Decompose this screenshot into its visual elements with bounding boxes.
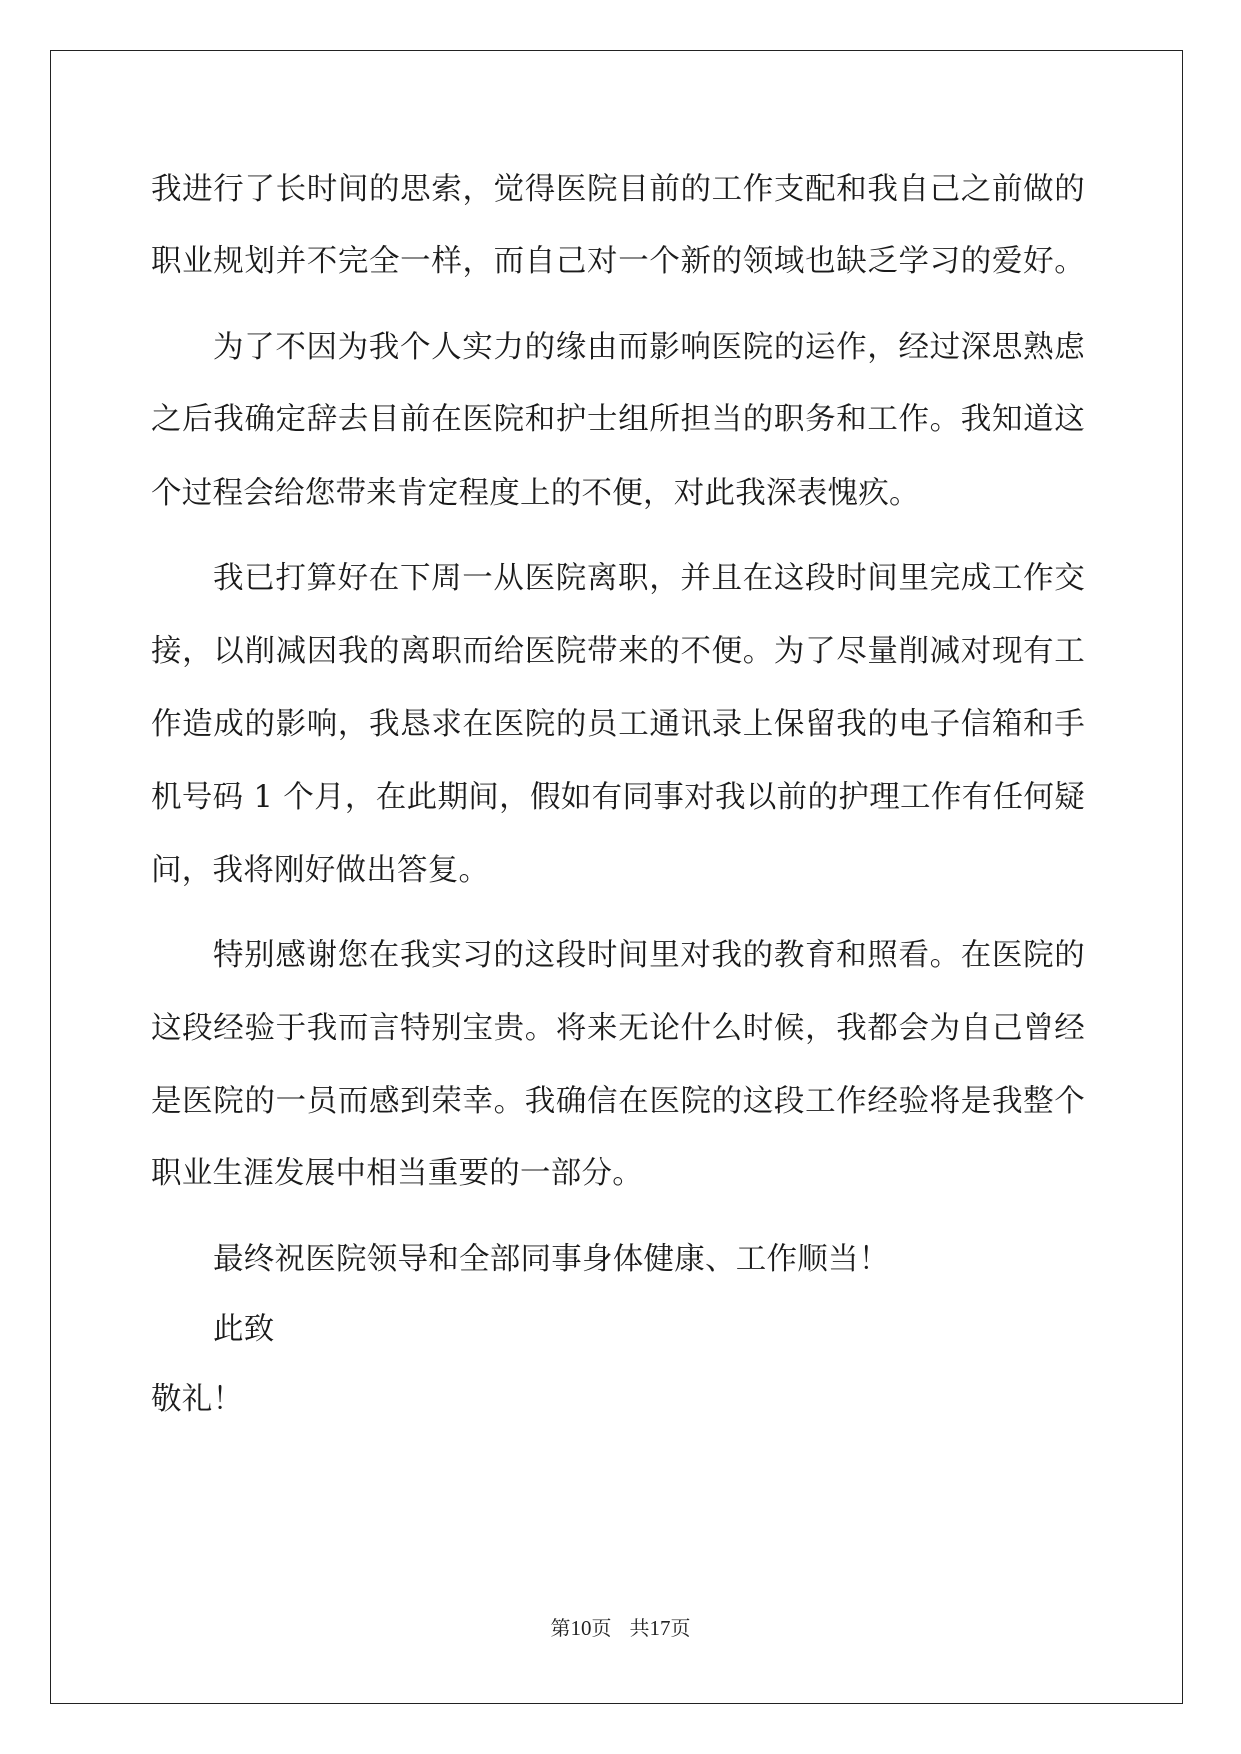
total-page-number: 17 xyxy=(649,1616,671,1640)
body-line: 之后我确定辞去目前在医院和护士组所担当的职务和工作。我知道这 xyxy=(151,402,1085,437)
page-prefix: 第 xyxy=(550,1616,571,1640)
body-line: 这段经验于我而言特别宝贵。将来无论什么时候，我都会为自己曾经 xyxy=(151,1011,1085,1046)
body-line: 作造成的影响，我恳求在医院的员工通讯录上保留我的电子信箱和手 xyxy=(151,707,1085,742)
closing-regards: 敬礼！ xyxy=(151,1382,244,1417)
page-number-footer xyxy=(0,1614,1241,1642)
page-suffix: 页 xyxy=(591,1616,612,1640)
body-line: 是医院的一员而感到荣幸。我确信在医院的这段工作经验将是我整个 xyxy=(151,1084,1085,1119)
body-line: 接，以削减因我的离职而给医院带来的不便。为了尽量削减对现有工 xyxy=(151,634,1085,669)
body-line: 个过程会给您带来肯定程度上的不便，对此我深表愧疚。 xyxy=(151,476,920,511)
body-line: 问，我将刚好做出答复。 xyxy=(151,853,490,888)
body-line: 职业生涯发展中相当重要的一部分。 xyxy=(151,1156,643,1191)
body-line: 机号码 1 个月，在此期间，假如有同事对我以前的护理工作有任何疑 xyxy=(151,780,1085,815)
paragraph-first-line: 我已打算好在下周一从医院离职，并且在这段时间里完成工作交 xyxy=(213,561,1085,596)
closing-wish: 最终祝医院领导和全部同事身体健康、工作顺当！ xyxy=(213,1242,890,1277)
paragraph-first-line: 特别感谢您在我实习的这段时间里对我的教育和照看。在医院的 xyxy=(213,938,1085,973)
total-prefix: 共 xyxy=(629,1616,650,1640)
closing-salutation: 此致 xyxy=(213,1312,275,1347)
current-page-number: 10 xyxy=(570,1616,592,1640)
paragraph-first-line: 为了不因为我个人实力的缘由而影响医院的运作，经过深思熟虑 xyxy=(213,330,1085,365)
body-line: 我进行了长时间的思索，觉得医院目前的工作支配和我自己之前做的 xyxy=(151,172,1085,207)
body-line: 职业规划并不完全一样，而自己对一个新的领域也缺乏学习的爱好。 xyxy=(151,244,1085,279)
total-suffix: 页 xyxy=(670,1616,691,1640)
